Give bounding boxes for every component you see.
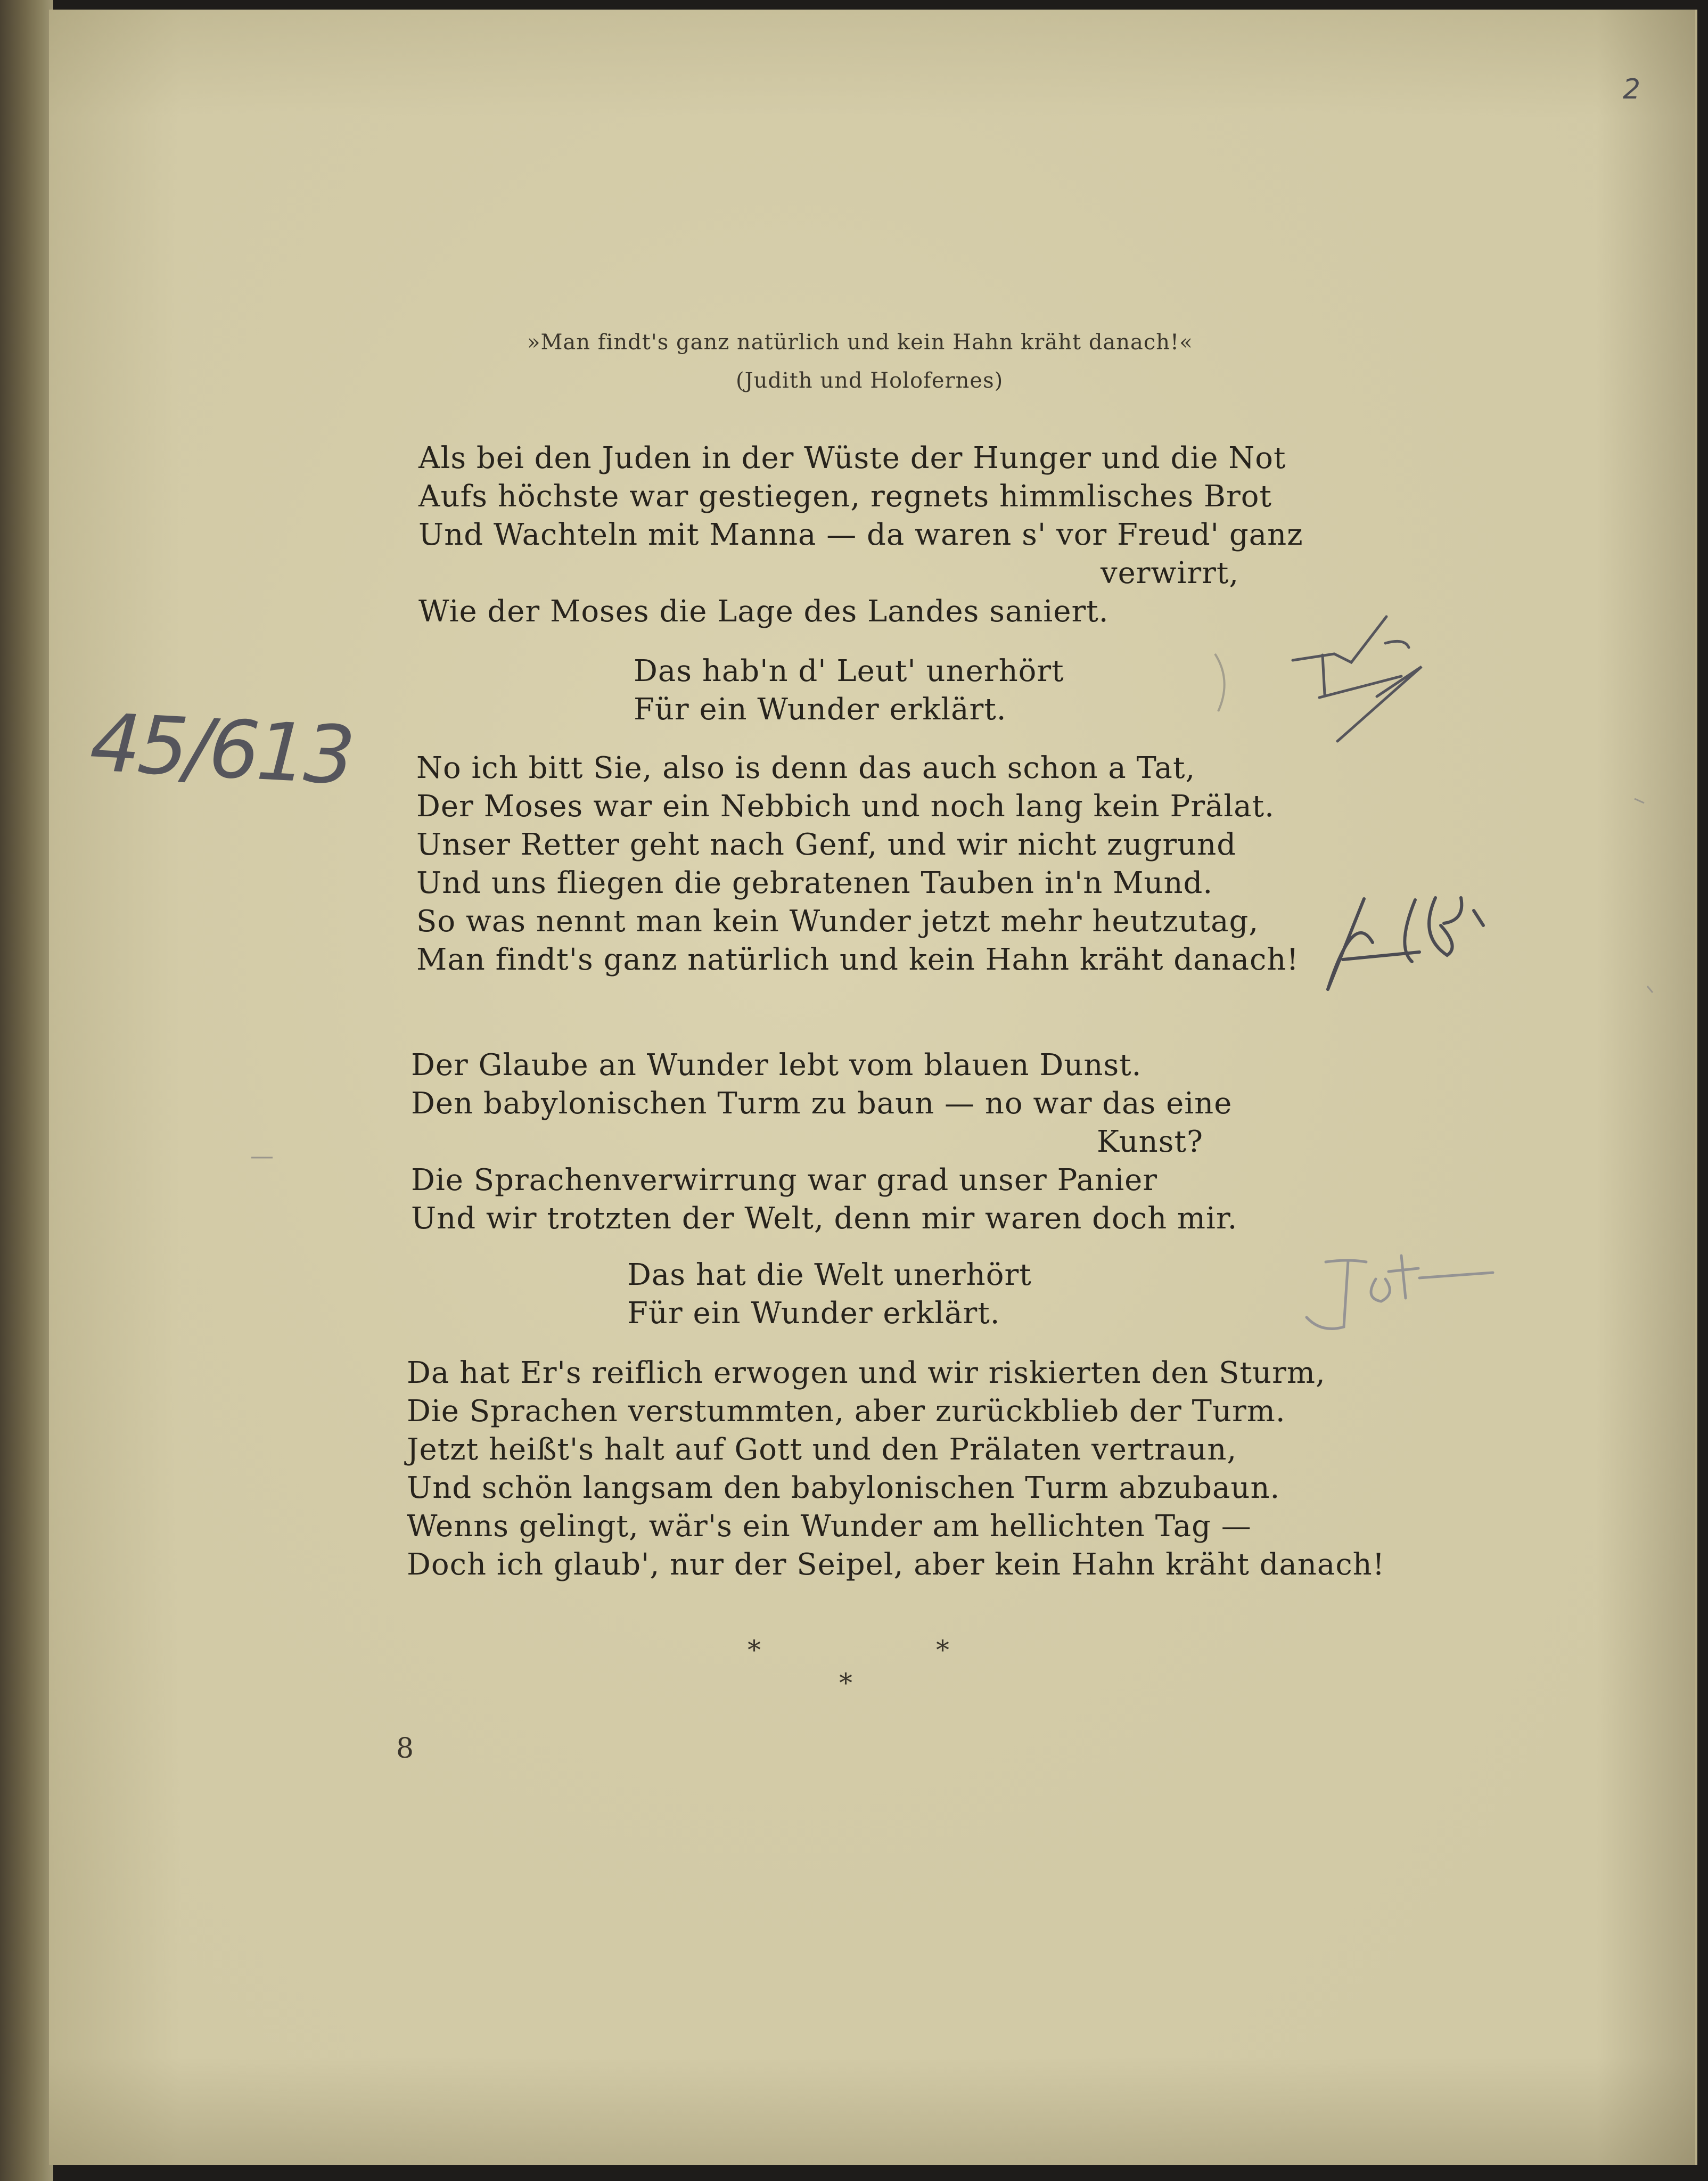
refrain-2-line-2: Für ein Wunder erklärt. <box>627 1296 1000 1331</box>
stanza-4-line-3: Jetzt heißt's halt auf Gott und den Prälaten vertraun, <box>407 1432 1237 1467</box>
epigraph-source: (Judith und Holofernes) <box>736 368 1004 393</box>
stanza-3-line-1: Der Glaube an Wunder lebt vom blauen Dunst. <box>411 1048 1142 1083</box>
stanza-1-line-3: Und Wachteln mit Manna — da waren s' vor Freud' ganz <box>418 518 1303 552</box>
epigraph-quote: »Man findt's ganz natürlich und kein Hahn kräht danach!« <box>527 330 1193 355</box>
ornament-asterisk: * <box>936 1635 949 1666</box>
pencil-initials-mark <box>1307 1256 1493 1329</box>
pencil-initials-mark <box>1293 617 1422 741</box>
stanza-4-line-1: Da hat Er's reiflich erwogen und wir riskierten den Sturm, <box>407 1356 1326 1390</box>
pencil-marks <box>49 10 1695 2165</box>
pencil-stray-mark <box>1647 986 1653 993</box>
refrain-2-line-1: Das hat die Welt unerhört <box>627 1258 1032 1292</box>
stanza-2-line-6: Man findt's ganz natürlich und kein Hahn kräht danach! <box>416 942 1299 977</box>
pencil-stray-mark <box>1635 799 1644 803</box>
stanza-3-line-2-runover: Kunst? <box>1097 1125 1204 1159</box>
stanza-3-line-2: Den babylonischen Turm zu baun — no war das eine <box>411 1086 1233 1121</box>
stanza-2-line-1: No ich bitt Sie, also is denn das auch schon a Tat, <box>416 751 1196 785</box>
stanza-1-line-3-runover: verwirrt, <box>1101 556 1239 591</box>
stanza-2-line-2: Der Moses war ein Nebbich und noch lang kein Prälat. <box>416 789 1275 824</box>
stanza-3-line-4: Und wir trotzten der Welt, denn mir waren doch mir. <box>411 1201 1238 1236</box>
stanza-4-line-5: Wenns gelingt, wär's ein Wunder am hellichten Tag — <box>407 1509 1252 1544</box>
pencil-signature-mark <box>1328 898 1483 989</box>
ornament-asterisk: * <box>839 1668 852 1699</box>
stanza-3-line-3: Die Sprachenverwirrung war grad unser Panier <box>411 1163 1158 1198</box>
stanza-4-line-4: Und schön langsam den babylonischen Turm abzubaun. <box>407 1471 1280 1505</box>
refrain-1-line-2: Für ein Wunder erklärt. <box>634 692 1007 727</box>
book-spine <box>0 0 53 2181</box>
ornament-asterisk: * <box>748 1635 761 1666</box>
handwritten-corner-number: 2 <box>1623 73 1641 105</box>
stanza-2-line-4: Und uns fliegen die gebratenen Tauben in'n Mund. <box>416 866 1213 900</box>
pencil-bracket-mark <box>1215 654 1225 711</box>
stanza-1-line-4: Wie der Moses die Lage des Landes saniert. <box>418 594 1109 629</box>
refrain-1-line-1: Das hab'n d' Leut' unerhört <box>634 654 1064 688</box>
document-page <box>49 10 1697 2165</box>
stanza-4-line-6: Doch ich glaub', nur der Seipel, aber kein Hahn kräht danach! <box>407 1547 1385 1582</box>
handwritten-archive-reference: 45/613 <box>87 696 355 803</box>
page-number: 8 <box>396 1733 414 1765</box>
stanza-4-line-2: Die Sprachen verstummten, aber zurückblieb der Turm. <box>407 1394 1286 1429</box>
stanza-2-line-3: Unser Retter geht nach Genf, und wir nicht zugrund <box>416 827 1237 862</box>
stanza-1-line-1: Als bei den Juden in der Wüste der Hunger und die Not <box>418 441 1286 475</box>
stanza-2-line-5: So was nennt man kein Wunder jetzt mehr heutzutag, <box>416 904 1259 939</box>
stanza-1-line-2: Aufs höchste war gestiegen, regnets himmlisches Brot <box>418 479 1272 514</box>
